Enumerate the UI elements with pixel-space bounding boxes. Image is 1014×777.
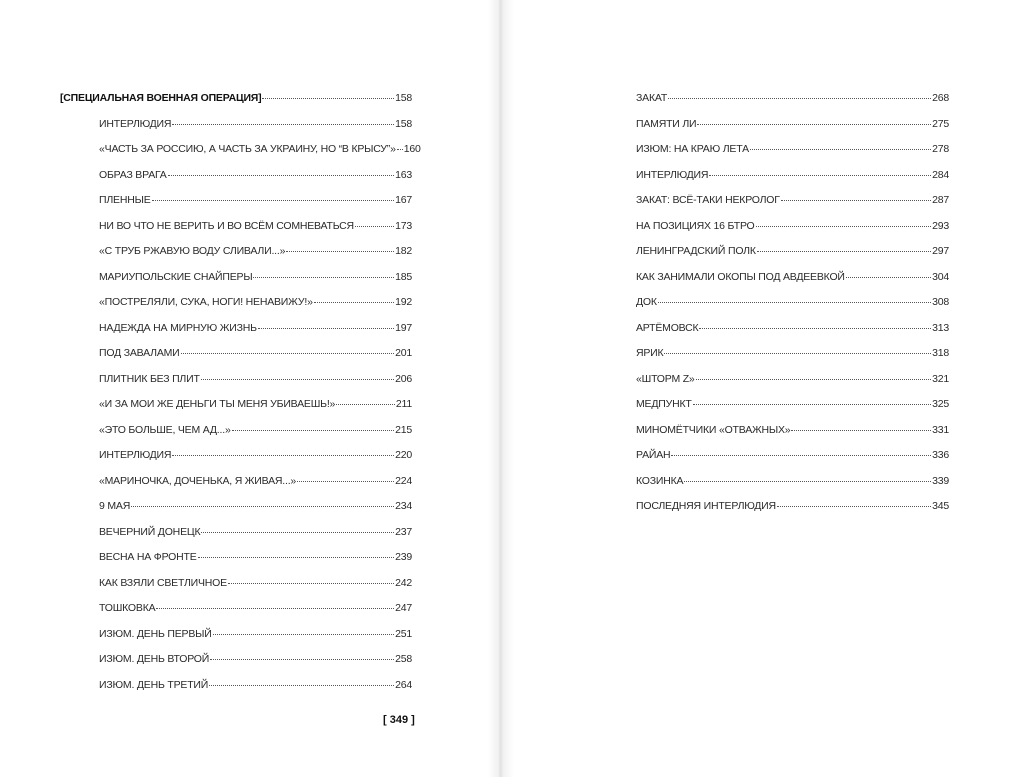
toc-entry-page: 234 (395, 500, 412, 512)
toc-entry-page: 258 (395, 653, 412, 665)
toc-entry-page: 308 (932, 296, 949, 308)
toc-leader-dots (213, 634, 394, 635)
toc-leader-dots (253, 277, 394, 278)
toc-entry (60, 675, 412, 701)
toc-entry (636, 88, 949, 114)
toc-left-list (60, 88, 421, 700)
toc-leader-dots (232, 430, 394, 431)
toc-leader-dots (397, 149, 403, 150)
toc-leader-dots (756, 226, 932, 227)
toc-entry-title: «ШТОРМ Z» (636, 372, 695, 385)
toc-entry-title: МЕДПУНКТ (636, 398, 692, 410)
toc-entry (60, 165, 412, 191)
toc-leader-dots (684, 481, 931, 482)
toc-entry (60, 496, 412, 522)
toc-leader-dots (198, 557, 395, 558)
toc-entry-title: 9 МАЯ (99, 500, 131, 512)
toc-entry (60, 445, 412, 471)
toc-entry-title: ИНТЕРЛЮДИЯ (99, 117, 172, 130)
toc-entry-page: 237 (395, 525, 412, 538)
toc-leader-dots (697, 124, 931, 125)
toc-entry-title: ОБРАЗ ВРАГА (99, 168, 167, 181)
toc-entry-page: 160 (403, 143, 421, 155)
toc-entry-title: АРТЁМОВСК (636, 321, 699, 334)
toc-entry-title: РАЙАН (636, 449, 671, 461)
toc-entry (636, 114, 949, 140)
toc-entry (60, 471, 412, 497)
toc-leader-dots (750, 149, 931, 150)
toc-entry-title: «ПОСТРЕЛЯЛИ, СУКА, НОГИ! НЕНАВИЖУ!» (99, 296, 313, 308)
toc-entry (636, 165, 949, 191)
toc-entry-title: ВЕСНА НА ФРОНТЕ (99, 551, 197, 563)
toc-entry (60, 573, 412, 599)
toc-entry-page: 167 (395, 194, 412, 206)
toc-entry-page: 206 (395, 372, 412, 385)
toc-entry-title: ИЗЮМ: НА КРАЮ ЛЕТА (636, 143, 749, 155)
toc-leader-dots (791, 430, 931, 431)
toc-leader-dots (172, 124, 394, 125)
toc-entry (60, 190, 412, 216)
toc-entry-page: 304 (932, 270, 949, 283)
toc-section-title: [СПЕЦИАЛЬНАЯ ВОЕННАЯ ОПЕРАЦИЯ] (60, 92, 262, 104)
toc-leader-dots (210, 659, 394, 660)
toc-entry-page: 185 (395, 270, 412, 283)
toc-entry (60, 547, 412, 573)
toc-entry-page: 251 (395, 627, 412, 640)
book-gutter-shadow (488, 0, 514, 777)
toc-leader-dots (152, 200, 395, 201)
toc-entry (60, 139, 421, 165)
toc-entry-page: 313 (932, 321, 949, 334)
toc-leader-dots (696, 379, 932, 380)
toc-entry-title: ПОСЛЕДНЯЯ ИНТЕРЛЮДИЯ (636, 500, 776, 512)
toc-entry-title: ЯРИК (636, 347, 664, 359)
toc-entry-title: «С ТРУБ РЖАВУЮ ВОДУ СЛИВАЛИ...» (99, 245, 286, 257)
toc-entry-page: 182 (395, 245, 412, 257)
toc-leader-dots (201, 379, 394, 380)
toc-leader-dots (671, 455, 931, 456)
toc-leader-dots (262, 98, 394, 99)
toc-leader-dots (168, 175, 394, 176)
toc-entry (636, 369, 949, 395)
toc-entry-page: 242 (395, 576, 412, 589)
toc-leader-dots (314, 302, 394, 303)
toc-entry-title: ПЛЕННЫЕ (99, 194, 151, 206)
toc-entry (60, 624, 412, 650)
toc-right-list (636, 88, 949, 522)
toc-entry-page: 224 (395, 474, 412, 487)
toc-entry-page: 158 (395, 117, 412, 130)
toc-entry-page: 287 (932, 194, 949, 206)
toc-entry-page: 275 (932, 117, 949, 130)
toc-section-heading (60, 88, 412, 114)
toc-entry-page: 293 (932, 219, 949, 232)
toc-entry-title: ПОД ЗАВАЛАМИ (99, 347, 180, 359)
toc-entry-page: 163 (395, 168, 412, 181)
toc-entry (636, 420, 949, 446)
toc-entry (60, 420, 412, 446)
toc-leader-dots (693, 404, 931, 405)
toc-section-page: 158 (395, 92, 412, 104)
toc-entry (60, 318, 412, 344)
toc-leader-dots (156, 608, 394, 609)
toc-entry-page: 197 (395, 321, 412, 334)
toc-entry (636, 394, 949, 420)
toc-entry-page: 173 (395, 219, 412, 232)
toc-entry-title: КОЗИНКА (636, 474, 684, 487)
toc-entry (60, 267, 412, 293)
toc-entry (60, 343, 412, 369)
toc-entry (636, 241, 949, 267)
toc-leader-dots (201, 532, 394, 533)
toc-entry-title: «И ЗА МОИ ЖЕ ДЕНЬГИ ТЫ МЕНЯ УБИВАЕШЬ!» (99, 398, 336, 410)
toc-leader-dots (355, 226, 394, 227)
toc-entry-page: 192 (395, 296, 412, 308)
toc-entry-title: НИ ВО ЧТО НЕ ВЕРИТЬ И ВО ВСЁМ СОМНЕВАТЬСЯ (99, 219, 354, 232)
toc-entry (60, 649, 412, 675)
toc-entry (636, 216, 949, 242)
toc-entry (60, 292, 412, 318)
toc-entry-page: 264 (395, 678, 412, 691)
toc-entry (60, 114, 412, 140)
toc-entry-title: ПАМЯТИ ЛИ (636, 117, 697, 130)
toc-entry-page: 345 (932, 500, 949, 512)
toc-entry-page: 339 (932, 474, 949, 487)
toc-entry (636, 267, 949, 293)
toc-entry-title: МАРИУПОЛЬСКИЕ СНАЙПЕРЫ (99, 270, 253, 283)
toc-entry-title: ИЗЮМ. ДЕНЬ ВТОРОЙ (99, 653, 210, 665)
toc-leader-dots (172, 455, 394, 456)
toc-entry-title: МИНОМЁТЧИКИ «ОТВАЖНЫХ» (636, 423, 791, 436)
toc-leader-dots (131, 506, 394, 507)
toc-entry-title: «МАРИНОЧКА, ДОЧЕНЬКА, Я ЖИВАЯ...» (99, 474, 297, 487)
toc-entry-title: ТОШКОВКА (99, 602, 156, 614)
toc-entry-title: КАК ЗАНИМАЛИ ОКОПЫ ПОД АВДЕЕВКОЙ (636, 270, 845, 283)
toc-leader-dots (209, 685, 394, 686)
toc-entry (636, 318, 949, 344)
toc-entry-title: «ЧАСТЬ ЗА РОССИЮ, А ЧАСТЬ ЗА УКРАИНУ, НО “В КРЫСУ”» (99, 143, 396, 155)
toc-entry-page: 336 (932, 449, 949, 461)
toc-entry-title: «ЭТО БОЛЬШЕ, ЧЕМ АД...» (99, 423, 231, 436)
toc-entry (636, 139, 949, 165)
toc-entry-page: 220 (395, 449, 412, 461)
toc-entry-title: НА ПОЗИЦИЯХ 16 БТРО (636, 219, 755, 232)
toc-leader-dots (846, 277, 931, 278)
toc-entry-title: ИНТЕРЛЮДИЯ (99, 449, 172, 461)
toc-entry-page: 297 (932, 245, 949, 257)
toc-leader-dots (664, 353, 931, 354)
toc-leader-dots (699, 328, 931, 329)
toc-entry-title: ИЗЮМ. ДЕНЬ ПЕРВЫЙ (99, 627, 212, 640)
toc-entry-title: ЗАКАТ (636, 92, 668, 104)
toc-entry (636, 496, 949, 522)
toc-entry-page: 284 (932, 168, 949, 181)
toc-entry (636, 292, 949, 318)
toc-entry (636, 190, 949, 216)
toc-leader-dots (658, 302, 931, 303)
toc-entry-page: 215 (395, 423, 412, 436)
toc-entry-title: ПЛИТНИК БЕЗ ПЛИТ (99, 372, 200, 385)
toc-entry (636, 343, 949, 369)
toc-entry-title: ВЕЧЕРНИЙ ДОНЕЦК (99, 525, 201, 538)
toc-leader-dots (286, 251, 394, 252)
toc-entry (60, 241, 412, 267)
toc-entry-title: ДОК (636, 296, 657, 308)
toc-entry-page: 331 (932, 423, 949, 436)
toc-leader-dots (181, 353, 395, 354)
toc-leader-dots (709, 175, 931, 176)
toc-leader-dots (777, 506, 931, 507)
toc-entry (60, 522, 412, 548)
toc-leader-dots (757, 251, 931, 252)
toc-entry-page: 211 (395, 398, 412, 410)
toc-leader-dots (668, 98, 931, 99)
toc-entry (636, 471, 949, 497)
toc-entry-title: КАК ВЗЯЛИ СВЕТЛИЧНОЕ (99, 576, 227, 589)
toc-leader-dots (297, 481, 394, 482)
toc-leader-dots (781, 200, 931, 201)
page-number: [ 349 ] (383, 714, 415, 726)
toc-entry-page: 247 (395, 602, 412, 614)
toc-leader-dots (258, 328, 394, 329)
toc-entry-title: ИЗЮМ. ДЕНЬ ТРЕТИЙ (99, 678, 209, 691)
toc-entry-page: 321 (932, 372, 949, 385)
toc-entry-page: 325 (932, 398, 949, 410)
toc-entry (60, 216, 412, 242)
toc-entry (60, 598, 412, 624)
toc-entry-title: ЗАКАТ: ВСЁ-ТАКИ НЕКРОЛОГ (636, 194, 780, 206)
toc-leader-dots (336, 404, 395, 405)
toc-entry-page: 278 (932, 143, 949, 155)
toc-entry (60, 369, 412, 395)
toc-entry-title: ИНТЕРЛЮДИЯ (636, 168, 709, 181)
toc-entry (60, 394, 412, 420)
toc-entry-page: 268 (932, 92, 949, 104)
toc-entry-page: 239 (395, 551, 412, 563)
toc-entry-page: 318 (932, 347, 949, 359)
toc-entry (636, 445, 949, 471)
toc-entry-page: 201 (395, 347, 412, 359)
toc-leader-dots (228, 583, 394, 584)
toc-entry-title: НАДЕЖДА НА МИРНУЮ ЖИЗНЬ (99, 321, 257, 334)
left-page (0, 0, 500, 777)
toc-entry-title: ЛЕНИНГРАДСКИЙ ПОЛК (636, 245, 756, 257)
